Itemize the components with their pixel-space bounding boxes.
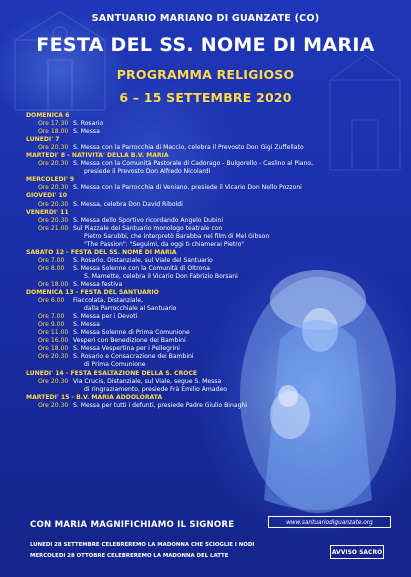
event-continuation: di Prima Comunione [84, 361, 146, 369]
schedule-event [26, 120, 326, 128]
event-time: Ore 20.30 [38, 144, 69, 152]
event-continuation: dalla Parrocchiale al Santuario [84, 305, 177, 313]
note-nodi: LUNEDI 28 SETTEMBRE CELEBREREMO LA MADONNA CHE SCIOGLIE I NODI [30, 542, 255, 548]
schedule-event [26, 128, 326, 136]
footer-notes [30, 540, 254, 562]
event-time: Ore 20.30 [38, 353, 69, 361]
event-time: Ore 16.00 [38, 337, 69, 345]
schedule-event [26, 378, 326, 386]
event-continuation: S. Mamette, celebra il Vicario Don Fabrizio Borsani [84, 272, 238, 280]
motto: CON MARIA MAGNIFICHIAMO IL SIGNORE [30, 520, 235, 530]
event-time: Ore 18.00 [38, 128, 69, 136]
day-heading: DOMENICA 6 [26, 112, 70, 119]
event-description: S. Messa con la Parrocchia di Veniano, presiede il Vicario Don Nello Pozzoni [73, 184, 302, 192]
event-description: Sul Piazzale del Santuario monologo teatrale con [73, 224, 223, 232]
event-description: S. Messa con la Parrocchia di Maccio, celebra il Prevosto Don Gigi Zuffellato [73, 144, 304, 152]
schedule-event [26, 353, 326, 361]
event-time: Ore 20.30 [38, 216, 69, 224]
event-time: Ore 7.00 [38, 256, 65, 264]
program-schedule [26, 112, 326, 410]
event-description: S. Messa [73, 128, 100, 136]
day-heading: VENERDI' 11 [26, 208, 69, 216]
event-time: Ore 9.00 [38, 321, 65, 329]
event-description: Fiaccolata, Distanziale, [73, 297, 143, 305]
event-time: Ore 18.00 [38, 345, 69, 353]
day-heading: MARTEDI' 8 - NATIVITA' DELLA B.V. MARIA [26, 152, 169, 160]
event-description: S. Rosario [73, 120, 104, 128]
event-time: Ore 6.00 [38, 297, 65, 305]
schedule-event [26, 281, 326, 289]
event-time: Ore 18.00 [38, 280, 69, 288]
event-time: Ore 11.00 [38, 329, 69, 337]
schedule-event [26, 184, 326, 192]
sanctuary-name: SANTUARIO MARIANO DI GUANZATE (CO) [91, 13, 320, 24]
event-description: Vesperi con Benedizione dei Bambini [73, 337, 186, 345]
event-continuation: "The Passion": "Seguimi, da oggi ti chiamerai Pietro" [84, 240, 245, 248]
schedule-event [26, 201, 326, 209]
event-time: Ore 20.30 [38, 184, 69, 192]
schedule-event [26, 297, 326, 305]
event-description: S. Messa dello Sportivo ricordando Angelo Dubini [73, 216, 224, 224]
schedule-event [26, 160, 326, 168]
schedule-event [26, 265, 326, 273]
event-continuation: Pietro Sarubbi, che interpretò Barabba nel film di Mel Gibson [84, 232, 270, 240]
day-heading: DOMENICA 13 - FESTA DEL SANTUARIO [26, 289, 159, 297]
schedule-event [26, 225, 326, 233]
event-description: S. Messa Solenne di Prima Comunione [73, 329, 190, 337]
page-title: FESTA DEL SS. NOME DI MARIA [36, 34, 375, 56]
schedule-event [26, 313, 326, 321]
event-time: Ore 20.30 [38, 377, 69, 385]
program-subtitle: PROGRAMMA RELIGIOSO [116, 67, 295, 82]
event-time: Ore 8.00 [38, 264, 65, 272]
event-description: S. Messa [73, 321, 100, 329]
event-continuation: di ringraziamento, presiede Frà Emilio Amadeo [84, 385, 227, 393]
event-time: Ore 20.30 [38, 401, 69, 409]
event-description: S. Messa con la Comunità Pastorale di Cadorago - Bulgorello - Caslino al Piano, [73, 160, 314, 168]
day-heading: GIOVEDI' 10 [26, 192, 67, 200]
notice-badge: AVVISO SACRO [330, 545, 384, 559]
schedule-event [26, 144, 326, 152]
schedule-event [26, 345, 326, 353]
day-heading: LUNEDI' 14 - FESTA ESALTAZIONE DELLA S. CROCE [26, 369, 198, 377]
schedule-event [26, 402, 326, 410]
schedule-event [26, 329, 326, 337]
event-description: S. Messa Solenne con la Comunità di Oltrona [73, 264, 210, 272]
schedule-event [26, 217, 326, 225]
event-description: S. Messa festiva [73, 280, 123, 288]
event-time: Ore 17.30 [38, 120, 69, 128]
schedule-event [26, 337, 326, 345]
event-continuation: presiede il Prevosto Don Alfredo Nicolardi [84, 168, 211, 176]
day-heading: MERCOLEDI' 9 [26, 176, 75, 184]
day-heading: LUNEDI' 7 [26, 136, 60, 144]
event-description: S. Messa, celebra Don David Riboldi [73, 200, 183, 208]
schedule-event [26, 257, 326, 265]
event-description: S. Rosario e Consacrazione dei Bambini [73, 353, 194, 361]
day-heading: SABATO 12 - FESTA DEL SS. NOME DI MARIA [26, 248, 177, 256]
event-time: Ore 20.30 [38, 160, 69, 168]
event-description: S. Messa Vespertina per i Pellegrini [73, 345, 180, 353]
event-description: S. Messa per tutti i defunti, presiede Padre Giulio Binaghi [73, 401, 248, 409]
day-heading: MARTEDI' 15 - B.V. MARIA ADDOLORATA [26, 393, 163, 401]
event-time: Ore 20.30 [38, 200, 69, 208]
event-time: Ore 7.00 [38, 313, 65, 321]
event-description: Via Crucis, Distanziale, sul Viale, segue S. Messa [73, 377, 222, 385]
event-description: S. Messa per i Devoti [73, 313, 138, 321]
event-time: Ore 21.00 [38, 224, 69, 232]
schedule-event [26, 321, 326, 329]
website-link[interactable]: www.santuariodiguanzate.org [268, 516, 391, 528]
event-dates: 6 – 15 SETTEMBRE 2020 [119, 90, 292, 105]
event-description: S. Rosario, Distanziale, sul Viale del Santuario [73, 256, 213, 264]
note-latte: MERCOLEDI 28 OTTOBRE CELEBREREMO LA MADONNA DEL LATTE [30, 553, 229, 559]
